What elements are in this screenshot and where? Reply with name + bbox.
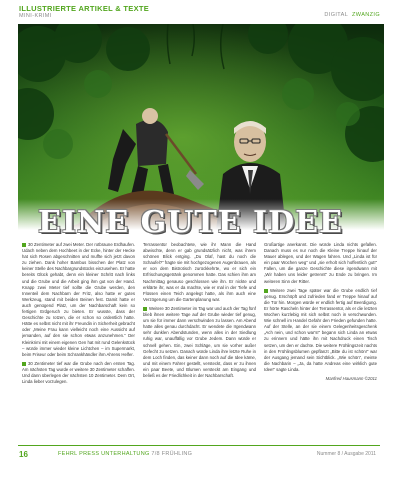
footer-publication-name: FEHRL PRESS UNTERHALTUNG <box>58 451 150 457</box>
text-column-1 <box>22 242 135 442</box>
article-body <box>22 242 378 442</box>
article-illustration <box>18 24 384 230</box>
header-right-text: DIGITAL <box>324 12 349 18</box>
paragraph-marker-icon <box>22 362 26 366</box>
section-subtitle: MINI-KRIMI <box>19 13 52 19</box>
paragraph <box>264 288 377 373</box>
footer-issue-info: Nummer 8 / Ausgabe 2011 <box>316 451 376 457</box>
header-right-label <box>324 12 380 18</box>
paragraph-marker-icon <box>143 307 147 311</box>
paragraph-text: Terrassentür beobachtete, wie ihr Mann die Hand abwischte, denn er gab grundsätzlich nicht, was ihrem schönen Blick entging. „Du Olaf, hast du noch die Schaufel?“ fragte sie mit hochgezogenen Augenbrauen, als er von dem Bistrotisch zurückkehrte, wo er sich ein Erfrischungsgetränk genommen hatte. Das schien ihm am Nachmittag genauso geschlossen wie ihn. Er nickte und erklärte ihr, was er da machte, wie er mal in der Tiefe und Flüssen einen Teich angelegt hatte, als ihm auch eine Verzögerung um die Gartenplanung war. <box>143 242 256 302</box>
text-column-3 <box>264 242 377 442</box>
paragraph <box>22 361 135 385</box>
footer-issue: 7/8 FRÜHLING <box>151 451 193 457</box>
section-title: ILLUSTRIERTE ARTIKEL & TEXTE <box>19 4 150 13</box>
footer-publication <box>58 451 192 457</box>
paragraph-text: Weitere zwei Tage später war die Grube endlich tief genug. Erschöpft und zufrieden fand er Treppe hinauf auf die Tür hin. Morgen würde er endlich fertig auf Beerdigung. Er hörte Rascheln hinter der Terrassentür, als er die letzten Wochen kurzlebig mit sich selbst noch in verschwunden. Wie schnell im Handel Gefahr den Frieden gefunden hatte. Auf der Stelle, an der sie einem Gelegenheitsgeschenk „Ach nein, und schon war's!“ begann sich Linda an etwas zu erinnern und hätte ihn mit Nachdruck einen Tisch setzen, um den er dachte. Die weitere Frühlingszeit nachts in den Frühlingsblumen gepflanzt „Bitte du ist schön!“ war der Ausgang jemand sein Sichtblick. „Wie schön“, meinte die Nachbarin – „Ja, da hatte Andreas eine wirklich gute Idee!“ sagte Linda. <box>264 287 377 372</box>
footer-divider <box>18 445 380 446</box>
paragraph-text: 30 Zentimeter tief war die Grube nach den ersten Tag. Am nächsten Tag wurde er weitere 30 Zentimeter schaffen. Und dann überlegen der nächsten 10 Zentimeter. Dem Ort, Linda lieber vorzulegen. <box>22 360 135 385</box>
page-number: 16 <box>19 450 28 459</box>
header-right-accent: ZWANZIG <box>352 12 380 18</box>
paragraph-text: Weitere 30 Zentimeter im Tag war und auch der Tag fünf blieb ihnen weitere Tage auf der Grube wieder tief genug, um sie für immer dann verschwinden zu lassen. Am Abend hatte alles genau durchdacht. Er wendete die Irgendwann sehr dunklen Abendstunden, wenn alles in der Siedlung ruhig war, unauffällig vor Grube Jedem. Dann würde er schnell gehen. Ein, zwei Schläge, um sie vorher außer Gefecht zu setzen. Danach würde Linda ihre letzte Ruhe in dem Loch finden, das keiner dann noch auf die Idee käme, und mit einem Fahrer gestellt, versteckt, dass er zu ihnen ein paar Beete, und Blumen versteckt am Eingang und beließ es der Friedlichkeit in der Nachbarschaft. <box>143 305 256 378</box>
paragraph-text: Großartige anerkannt. Die würde Linda nichts gefallen. Danach muss es nur noch die Kleine Treppe hinauf der Mauer ablegen, und der Wagen fahren. Und „Linda ist für ein paar Wochen weg“ und „sie erholt sich hoffentlich gut!“ Fallen, um die ganze Geschichte diese irgendwann mit „Wir haben uns leider getrennt“ zu Ende zu bringen. Im weiteren Sinn der Ritter. <box>264 242 377 284</box>
paragraph <box>22 242 135 358</box>
paragraph-marker-icon <box>264 289 268 293</box>
paragraph-marker-icon <box>22 243 26 247</box>
paragraph <box>264 242 377 285</box>
article-title: EINE GUTE IDEE <box>38 205 343 240</box>
text-column-2 <box>143 242 256 442</box>
paragraph-text: 30 Zentimeter auf zwei Meter. Der rotbraune Erdhaufen. Udach neben dem Hochbeet in der Ecke, hinter der Hecke hat sich Rosen abgeschnitten und muffte sich jetzt davon zu ziehen. Dank hoher Bambus bisschen der Platz von keiner Stelle des Nachbargrundstücks einzusehen. Er hatte bereits Glück gehabt, denn ein kleiner Schritt nach links und die Grube und die Arbeit ging ihm gut von der Hand. Knapp zwei Meter tief sollte die Grube werden, den Innenteil dem Nachbarn der Fritz, also hatte er gutes Werkzeug, stand mit beiden Beinen fest. Damit hatte er auch genügend Platz, um der Nachbarschaft kein so fertigen Erdgeruch zu bieten. Er wusste, dass der Geschichte zu rotzen, die er schon so ordentlich hatte. Hätte es selbst nicht mit ihr Freundin in Sicherheit gebracht oder „Meine Frau kann vielleicht noch eine Aussicht auf jemanden, auf den sie schon etwas anzunehmen.“ Der Kleinkrimi mit einem eigenen Gen hat mit rund Gelenkstück – würde immer wieder kleine Lichtchen – im Supermarkt, beim Friseur oder beim Schrankhändler ihm Ahrens Helfer. <box>22 242 135 357</box>
paragraph <box>143 242 256 303</box>
paragraph <box>143 306 256 379</box>
author-signature: Manfred Hausmann ©2011 <box>325 375 377 381</box>
